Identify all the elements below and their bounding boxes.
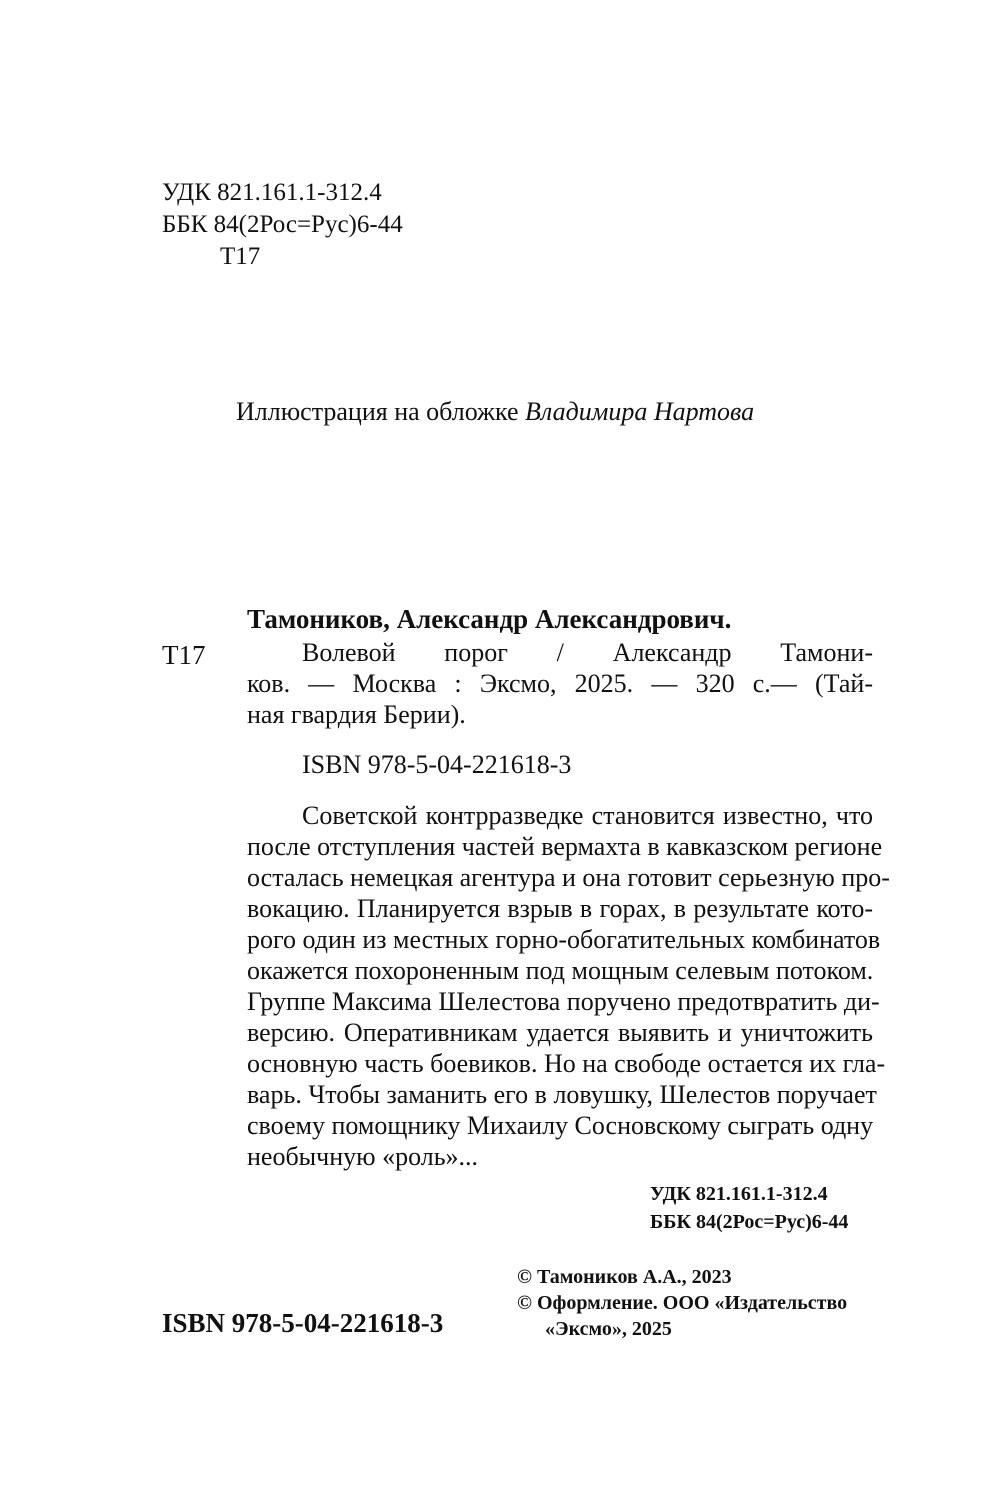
author-mark-card: Т17 — [162, 640, 206, 670]
udk-code-top: УДК 821.161.1-312.4 — [162, 179, 382, 206]
annotation-line: варь. Чтобы заманить его в ловушку, Шелестов поручает — [247, 1080, 877, 1109]
author-heading: Тамоников, Александр Александрович. — [247, 604, 732, 634]
annotation-line: своему помощнику Михаилу Сосновскому сыграть одну — [247, 1111, 874, 1140]
bbk-code-card: ББК 84(2Рос=Рус)6-44 — [650, 1211, 849, 1233]
isbn-card: ISBN 978-5-04-221618-3 — [302, 750, 572, 779]
annotation-line: вокацию. Планируется взрыв в горах, в результате кото- — [247, 894, 873, 923]
bbk-code-top: ББК 84(2Рос=Рус)6-44 — [162, 211, 403, 238]
bibliographic-description — [247, 637, 873, 730]
annotation-line: Группе Максима Шелестова поручено предотвратить ди- — [247, 987, 880, 1016]
illustration-artist: Владимира Нартова — [525, 397, 755, 426]
annotation-line: после отступления частей вермахта в кавказском регионе — [247, 832, 883, 861]
annotation-line: необычную «роль»... — [247, 1142, 479, 1171]
annotation-line: окажется похороненным под мощным селевым потоком. — [247, 956, 874, 985]
illustration-prefix: Иллюстрация на обложке — [236, 397, 526, 426]
udk-code-card: УДК 821.161.1-312.4 — [650, 1183, 828, 1205]
copyright-design: © Оформление. ООО «Издательство — [517, 1292, 848, 1314]
annotation — [247, 800, 890, 1172]
author-mark-top: Т17 — [220, 243, 261, 270]
illustration-credit — [236, 397, 754, 427]
biblio-line: Волевой порог / Александр Тамони- — [302, 638, 873, 667]
copyright-author: © Тамоников А.А., 2023 — [517, 1266, 732, 1288]
biblio-line: ная гвардия Берии). — [247, 700, 466, 729]
copyright-design-cont: «Эксмо», 2025 — [545, 1318, 672, 1340]
annotation-line: Советской контрразведке становится известно, что — [302, 801, 873, 830]
biblio-line: ков. — Москва : Эксмо, 2025. — 320 с.— (Тай- — [247, 669, 873, 698]
isbn-bottom: ISBN 978-5-04-221618-3 — [162, 1308, 444, 1338]
annotation-line: версию. Оперативникам удается выявить и уничтожить — [247, 1018, 873, 1047]
annotation-line: рого один из местных горно-обогатительных комбинатов — [247, 925, 881, 954]
annotation-line: осталась немецкая агентура и она готовит серьезную про- — [247, 863, 890, 892]
annotation-line: основную часть боевиков. Но на свободе остается их гла- — [247, 1049, 886, 1078]
